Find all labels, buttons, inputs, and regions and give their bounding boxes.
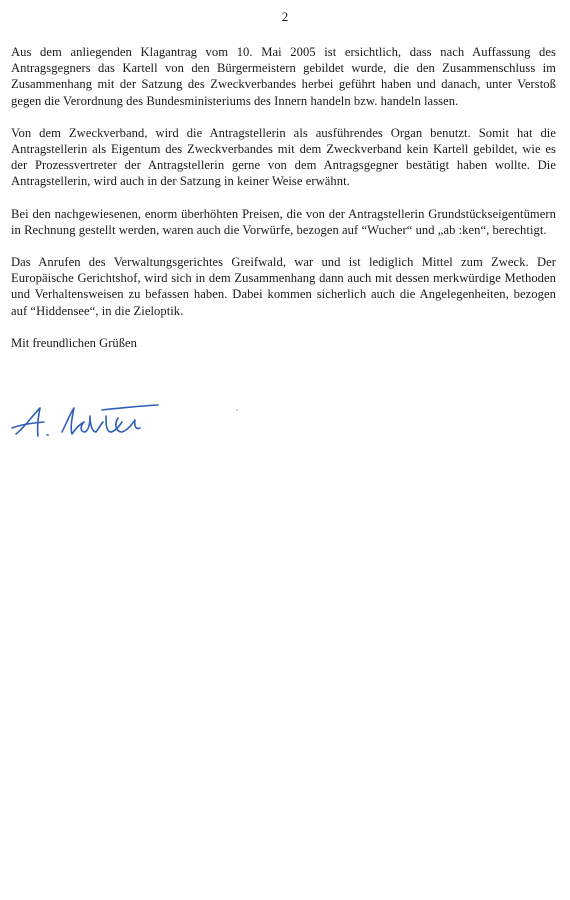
closing-salutation: Mit freundlichen Grüßen [11, 335, 137, 350]
handwritten-signature [10, 402, 160, 444]
paragraph-2: Von dem Zweckverband, wird die Antragstellerin als ausführendes Organ benutzt. Somit hat die Antragstellerin als Eigentum des Zweckverbandes mit dem Zweckverband kein Kartell gebildet, wie es der Prozessvertreter der Antragstellerin gerne von dem Antragsgegner bestätigt haben wollte. Die Antragstellerin, wird auch in der Satzung in keiner Weise erwähnt. [11, 125, 556, 189]
page-number: 2 [281, 9, 289, 24]
paragraph-1: Aus dem anliegenden Klagantrag vom 10. Mai 2005 ist ersichtlich, dass nach Auffassung des Antragsgegners das Kartell von den Bürgermeistern gebildet wurde, die den Zusammenschluss im Zusammenhang mit der Satzung des Zweckverbandes herbei geführt haben und danach, unter Verstoß gegen die Verordnung des Bundesministeriums des Innern handeln bzw. handeln lassen. [11, 45, 556, 108]
paragraph-4: Das Anrufen des Verwaltungsgerichtes Greifwald, war und ist lediglich Mittel zum Zweck. Der Europäische Gerichtshof, wird sich in dem Zusammenhang dann auch mit dessen merkwürdige Methoden und Verhaltensweisen zu befassen haben. Dabei kommen sicherlich auch die Angelegenheiten, bezogen auf “Hiddensee“, in die Zieloptik. [11, 255, 556, 318]
letter-body [11, 44, 556, 351]
scan-speck [236, 409, 238, 411]
paragraph-3: Bei den nachgewiesenen, enorm überhöhten Preisen, die von der Antragstellerin Grundstückseigentümern in Rechnung gestellt werden, waren auch die Vorwürfe, bezogen auf “Wucher“ und „ab :ken“, berechtigt. [11, 206, 556, 237]
